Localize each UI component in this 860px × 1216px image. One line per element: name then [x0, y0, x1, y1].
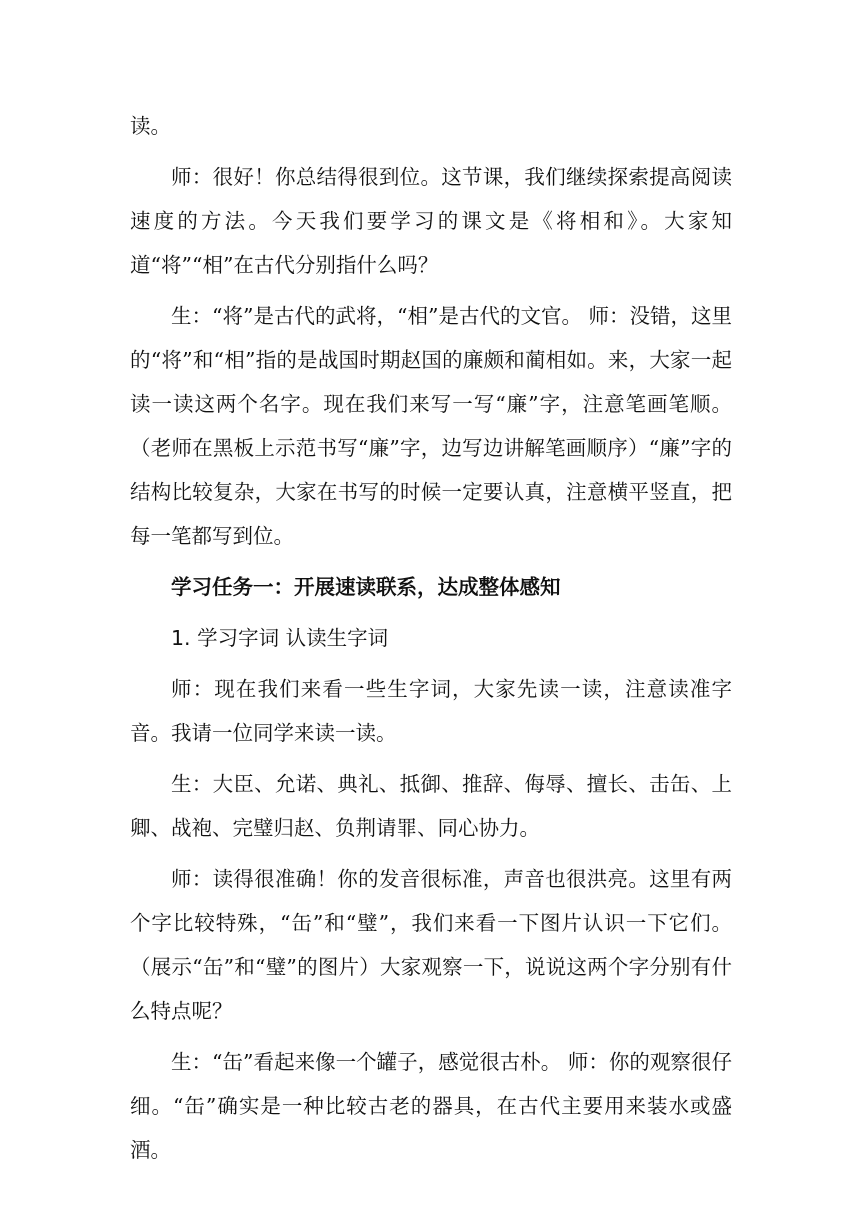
paragraph-student-fou: 生：“缶”看起来像一个罐子，感觉很古朴。 师：你的观察很仔细。“缶”确实是一种比较古老的器具，在古代主要用来装水或盛酒。: [130, 1050, 732, 1162]
subheading-vocabulary: 1. 学习字词 认读生字词: [171, 626, 389, 650]
paragraph-teacher-fou-bi: 师：读得很准确！你的发音很标准，声音也很洪亮。这里有两个字比较特殊，“缶”和“璧”，我们来看一下图片认识一下它们。（展示“缶”和“璧”的图片）大家观察一下，说说这两个字分别有什么特点呢？: [130, 867, 732, 1023]
paragraph-teacher-vocabulary: 师：现在我们来看一些生字词，大家先读一读，注意读准字音。我请一位同学来读一读。: [130, 677, 732, 745]
paragraph-continuation: 读。: [130, 114, 171, 138]
paragraph-student-vocabulary-list: 生：大臣、允诺、典礼、抵御、推辞、侮辱、擅长、击缶、上卿、战袍、完璧归赵、负荆请罪、同心协力。: [130, 772, 732, 840]
paragraph-student-answer-lian: 生：“将”是古代的武将，“相”是古代的文官。 师：没错，这里的“将”和“相”指的是战国时期赵国的廉颇和蔺相如。来，大家一起读一读这两个名字。现在我们来写一写“廉”字，注意笔画笔顺。（老师在黑板上示范书写“廉”字，边写边讲解笔画顺序）“廉”字的结构比较复杂，大家在书写的时候一定要认真，注意横平竖直，把每一笔都写到位。: [130, 304, 732, 548]
document-page: [130, 104, 732, 1179]
paragraph-teacher-intro: 师：很好！你总结得很到位。这节课，我们继续探索提高阅读速度的方法。今天我们要学习的课文是《将相和》。大家知道“将”“相”在古代分别指什么吗？: [130, 165, 732, 277]
section-heading-task-one: 学习任务一：开展速读联系，达成整体感知: [171, 575, 561, 599]
